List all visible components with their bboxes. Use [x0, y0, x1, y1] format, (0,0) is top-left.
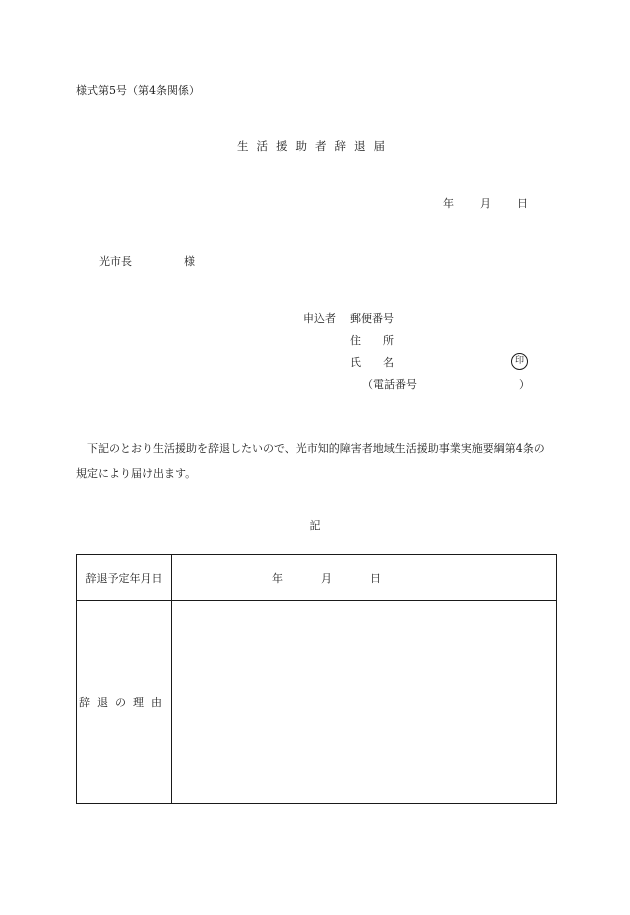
addressee-honorific: 様 — [184, 255, 195, 268]
addressee-name: 光市長 — [99, 255, 132, 268]
field-month-label: 月 — [321, 571, 332, 585]
document-title: 生活援助者辞退届 — [237, 139, 393, 153]
withdrawal-reason-header: 辞退の理由 — [77, 601, 172, 804]
withdrawal-date-header: 辞退予定年月日 — [77, 555, 172, 601]
field-year-label: 年 — [272, 571, 283, 585]
month-label: 月 — [480, 197, 491, 210]
table-row — [77, 555, 557, 601]
ki-heading: 記 — [309, 519, 321, 532]
year-label: 年 — [443, 197, 454, 210]
withdrawal-table — [76, 554, 557, 804]
withdrawal-reason-field[interactable] — [172, 601, 557, 804]
seal-mark: 印 — [511, 353, 528, 370]
name-label: 氏 名 — [350, 356, 394, 369]
field-day-label: 日 — [370, 571, 381, 585]
address-label: 住 所 — [350, 334, 394, 347]
submission-date — [443, 198, 528, 209]
body-paragraph: 下記のとおり生活援助を辞退したいので、光市知的障害者地域生活援助事業実施要綱第4条の規定により届け出ます。 — [76, 442, 545, 480]
table-row — [77, 601, 557, 804]
day-label: 日 — [517, 197, 528, 210]
withdrawal-date-field[interactable] — [172, 555, 557, 601]
phone-label: （電話番号 — [362, 378, 417, 391]
addressee — [99, 256, 195, 267]
form-number: 様式第5号（第4条関係） — [76, 84, 200, 97]
postal-code-label: 郵便番号 — [350, 312, 394, 325]
phone-close-paren: ） — [519, 378, 530, 391]
applicant-label: 申込者 — [303, 312, 336, 325]
